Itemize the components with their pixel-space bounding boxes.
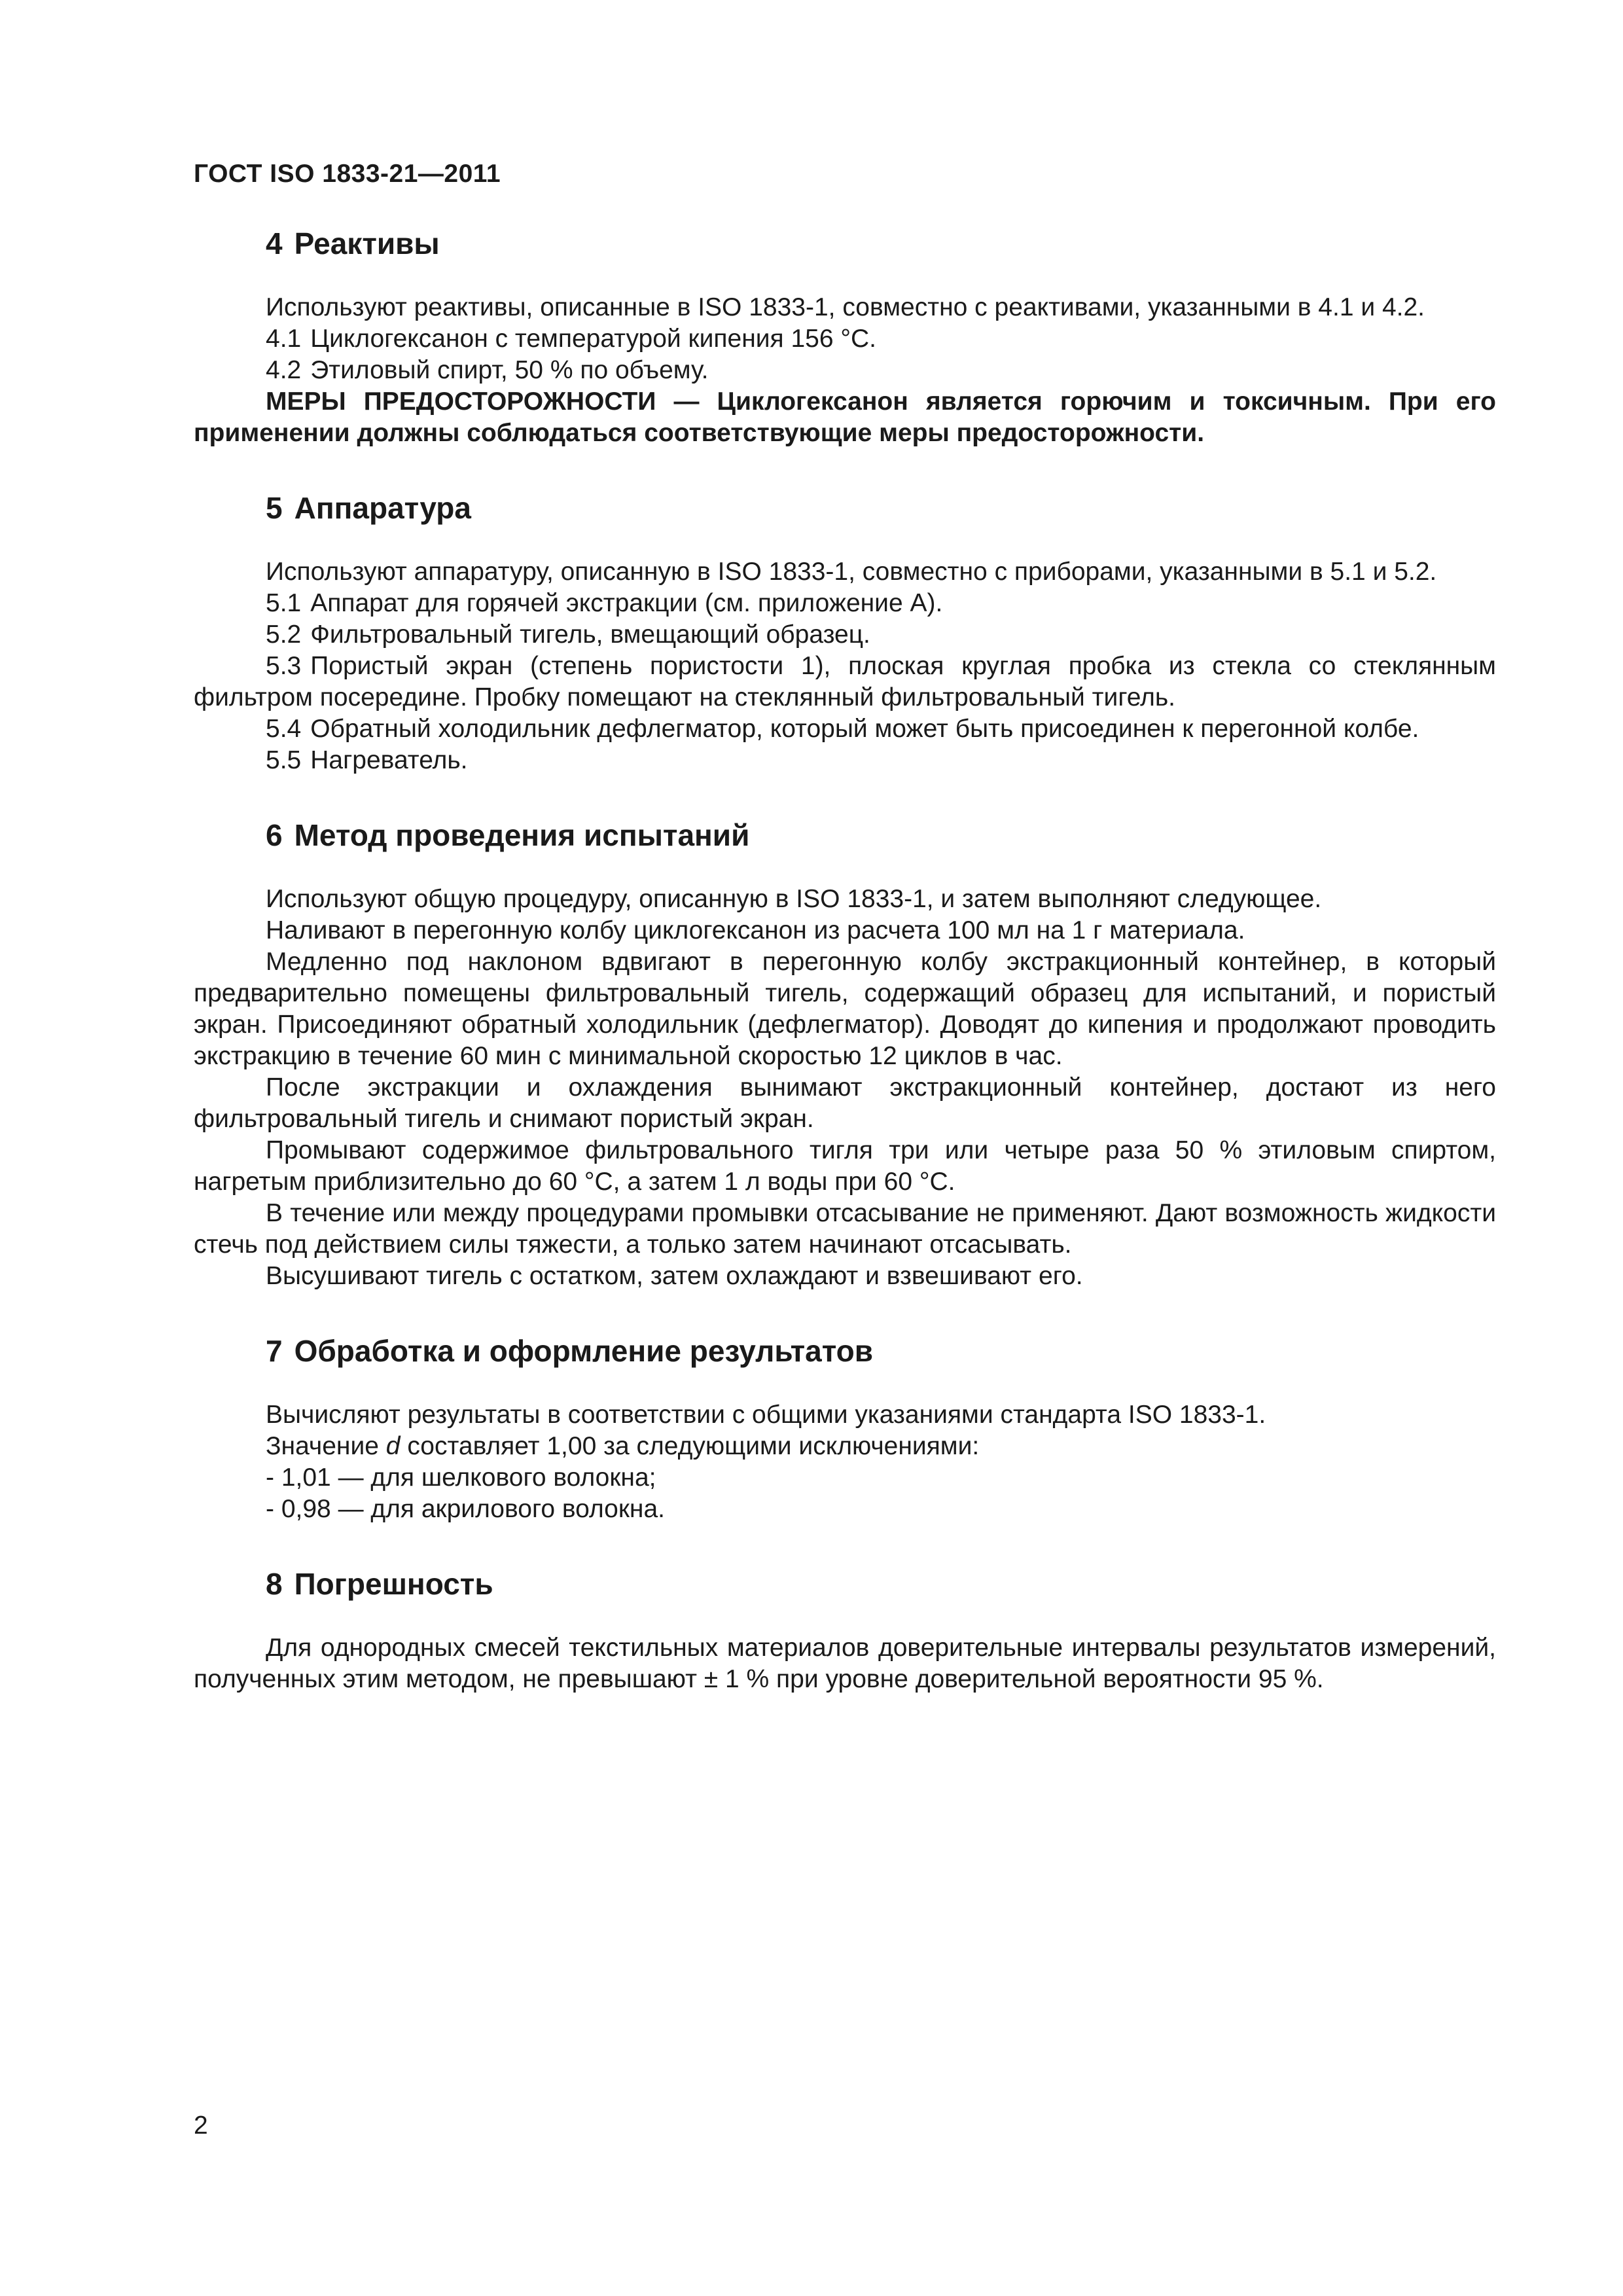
clause-number: 5.4 <box>266 715 302 743</box>
section-8 <box>194 1563 1496 1695</box>
section-number: 4 <box>266 226 283 260</box>
clause-number: 5.2 <box>266 620 302 649</box>
section-title <box>194 223 1496 264</box>
clause-number: 4.1 <box>266 325 302 353</box>
paragraph <box>194 1431 1496 1462</box>
clause-text: Нагреватель. <box>310 746 468 774</box>
paragraph: Используют аппаратуру, описанную в ISO 1833-1, совместно с приборами, указанными в 5.1 и 5.2. <box>266 558 1437 586</box>
list-item: - 0,98 — для акрилового волокна. <box>266 1495 665 1523</box>
clause <box>194 619 1496 651</box>
clause <box>194 588 1496 619</box>
clause-number: 4.2 <box>266 356 302 384</box>
clause-number: 5.5 <box>266 746 302 774</box>
clause-number: 5.3 <box>266 652 302 680</box>
document-body <box>194 223 1496 1695</box>
clause-text: Аппарат для горячей экстракции (см. приложение А). <box>310 589 943 617</box>
d-variable: d <box>385 1432 401 1460</box>
clause <box>194 355 1496 386</box>
clause-text: Фильтровальный тигель, вмещающий образец. <box>310 620 870 649</box>
page-number: 2 <box>194 2111 208 2140</box>
paragraph: Для однородных смесей текстильных материалов доверительные интервалы результатов измерений, полученных этим методом, не превышают ± 1 % при уровне доверительной вероятности 95 %. <box>194 1634 1496 1693</box>
section-number: 5 <box>266 491 283 525</box>
section-title-text: Метод проведения испытаний <box>294 818 750 852</box>
section-title-text: Погрешность <box>294 1567 493 1601</box>
clause <box>194 651 1496 713</box>
paragraph: Вычисляют результаты в соответствии с общими указаниями стандарта ISO 1833-1. <box>266 1401 1266 1429</box>
warning-paragraph: МЕРЫ ПРЕДОСТОРОЖНОСТИ — Циклогексанон является горючим и токсичным. При его применении должны соблюдаться соответствующие меры предосторожности. <box>194 387 1496 447</box>
clause-text: Этиловый спирт, 50 % по объему. <box>310 356 709 384</box>
section-7 <box>194 1330 1496 1525</box>
section-title-text: Аппаратура <box>294 491 471 525</box>
paragraph: Используют общую процедуру, описанную в ISO 1833-1, и затем выполняют следующее. <box>266 885 1322 913</box>
clause-text: Пористый экран (степень пористости 1), плоская круглая пробка из стекла со стеклянным фильтром посередине. Пробку помещают на стеклянный фильтровальный тигель. <box>194 652 1496 711</box>
clause-text: Обратный холодильник дефлегматор, который может быть присоединен к перегонной колбе. <box>310 715 1419 743</box>
section-5 <box>194 487 1496 776</box>
section-title <box>194 814 1496 856</box>
paragraph: Наливают в перегонную колбу циклогексанон из расчета 100 мл на 1 г материала. <box>266 916 1245 944</box>
paragraph: В течение или между процедурами промывки отсасывание не применяют. Дают возможность жидкости стечь под действием силы тяжести, а только затем начинают отсасывать. <box>194 1199 1496 1259</box>
section-4 <box>194 223 1496 449</box>
clause <box>194 745 1496 776</box>
list-item: - 1,01 — для шелкового волокна; <box>266 1463 656 1492</box>
paragraph: Промывают содержимое фильтровального тигля три или четыре раза 50 % этиловым спиртом, нагретым приблизительно до 60 °С, а затем 1 л воды при 60 °С. <box>194 1136 1496 1196</box>
section-number: 8 <box>266 1567 283 1601</box>
section-6 <box>194 814 1496 1292</box>
paragraph: Медленно под наклоном вдвигают в перегонную колбу экстракционный контейнер, в который предварительно помещены фильтровальный тигель, содержащий образец для испытаний, и пористый экран. Присоединяют обратный холодильник (дефлегматор). Доводят до кипения и продолжают проводить экстракцию в течение 60 мин с минимальной скоростью 12 циклов в час. <box>194 948 1496 1070</box>
section-title-text: Обработка и оформление результатов <box>294 1334 874 1368</box>
paragraph: После экстракции и охлаждения вынимают экстракционный контейнер, достают из него фильтровальный тигель и снимают пористый экран. <box>194 1073 1496 1133</box>
section-title <box>194 487 1496 529</box>
clause-text: Циклогексанон с температурой кипения 156 °С. <box>310 325 876 353</box>
clause <box>194 323 1496 355</box>
section-title <box>194 1330 1496 1372</box>
section-title-text: Реактивы <box>294 226 440 260</box>
paragraph: Используют реактивы, описанные в ISO 1833-1, совместно с реактивами, указанными в 4.1 и 4.2. <box>266 293 1425 321</box>
d-prefix: Значение <box>266 1432 386 1460</box>
section-number: 7 <box>266 1334 283 1368</box>
section-title <box>194 1563 1496 1605</box>
d-suffix: составляет 1,00 за следующими исключениями: <box>400 1432 980 1460</box>
paragraph: Высушивают тигель с остатком, затем охлаждают и взвешивают его. <box>266 1262 1083 1290</box>
section-number: 6 <box>266 818 283 852</box>
clause-number: 5.1 <box>266 589 302 617</box>
document-header: ГОСТ ISO 1833-21—2011 <box>194 160 501 188</box>
clause <box>194 713 1496 745</box>
